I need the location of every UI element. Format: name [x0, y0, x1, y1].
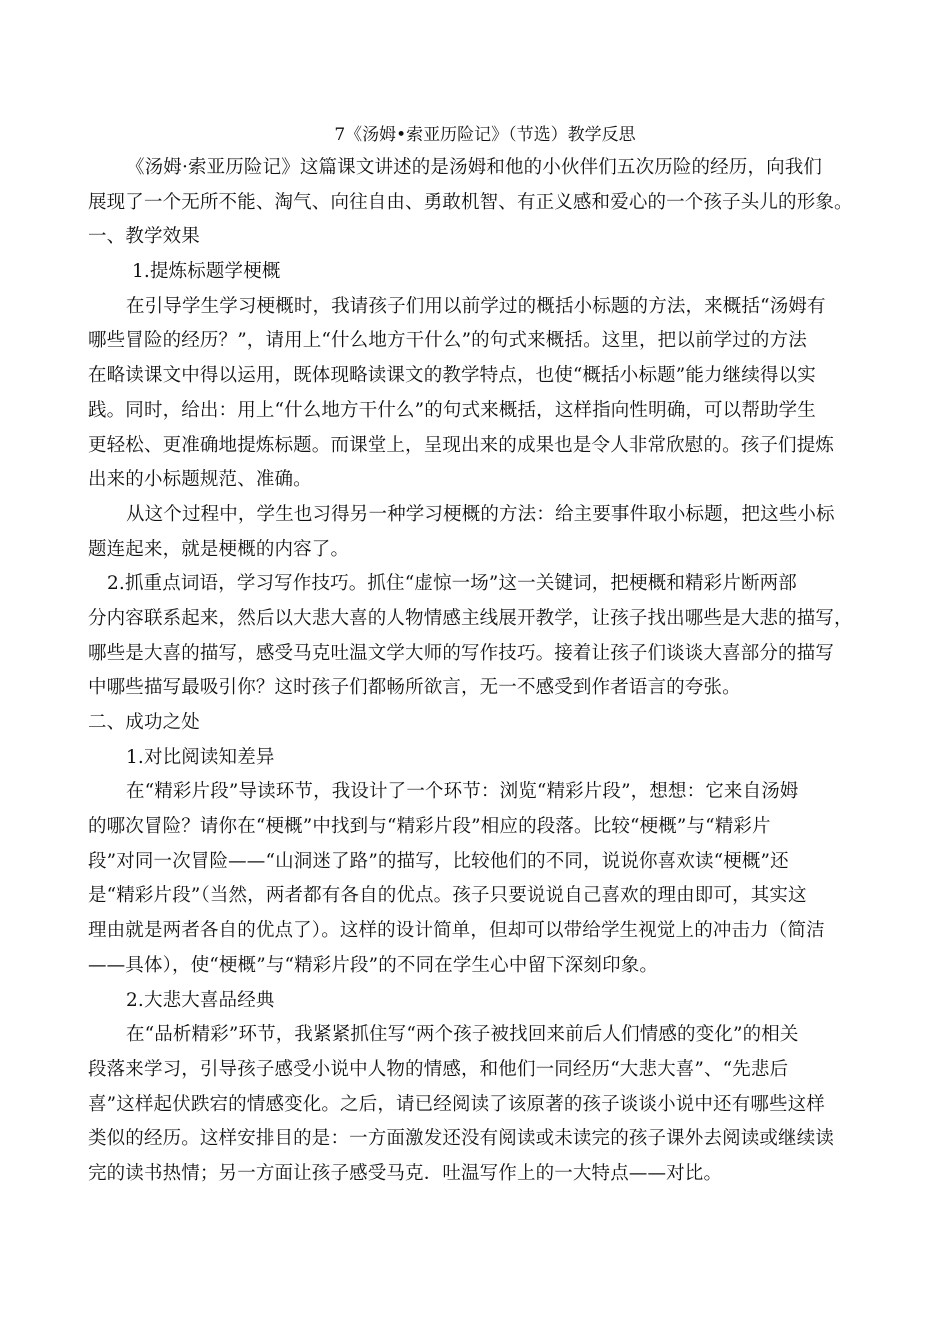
text-line: 2.大悲大喜品经典 — [126, 989, 275, 1011]
text-line: 在略读课文中得以运用，既体现略读课文的教学特点，也使“概括小标题”能力继续得以实 — [88, 365, 816, 387]
text-line: 一、教学效果 — [88, 226, 200, 248]
text-line: 《汤姆·索亚历险记》这篇课文讲述的是汤姆和他的小伙伴们五次历险的经历，向我们 — [126, 157, 823, 178]
text-line: 类似的经历。这样安排目的是：一方面激发还没有阅读或未读完的孩子课外去阅读或继续读 — [88, 1128, 835, 1150]
text-line: 1.对比阅读知差异 — [126, 746, 275, 768]
text-line: 哪些是大喜的描写，感受马克吐温文学大师的写作技巧。接着让孩子们谈谈大喜部分的描写 — [88, 642, 835, 664]
text-line: 1.提炼标题学梗概 — [132, 261, 281, 283]
text-line: 二、成功之处 — [88, 712, 200, 733]
text-line: 段落来学习，引导孩子感受小说中人物的情感，和他们一同经历“大悲大喜”、“先悲后 — [88, 1058, 789, 1080]
text-line: 题连起来，就是梗概的内容了。 — [88, 538, 350, 560]
text-line: 哪些冒险的经历？”，请用上“什么地方干什么”的句式来概括。这里，把以前学过的方法 — [88, 330, 807, 352]
text-line: 段”对同一次冒险——“山洞迷了路”的描写，比较他们的不同，说说你喜欢读“梗概”还 — [88, 850, 789, 872]
text-line: 是“精彩片段”（当然，两者都有各自的优点。孩子只要说说自己喜欢的理由即可，其实这 — [88, 885, 807, 907]
text-line: 的哪次冒险？请你在“梗概”中找到与“精彩片段”相应的段落。比较“梗概”与“精彩片 — [88, 816, 771, 838]
document-title: 7《汤姆•索亚历险记》（节选）教学反思 — [334, 125, 636, 145]
text-line: 在“品析精彩”环节，我紧紧抓住写“两个孩子被找回来前后人们情感的变化”的相关 — [126, 1024, 799, 1046]
text-line: 在“精彩片段”导读环节，我设计了一个环节：浏览“精彩片段”，想想：它来自汤姆 — [126, 781, 799, 803]
text-line: 完的读书热情；另一方面让孩子感受马克．吐温写作上的一大特点——对比。 — [88, 1162, 723, 1184]
text-line: 喜”这样起伏跌宕的情感变化。之后，请已经阅读了该原著的孩子谈谈小说中还有哪些这样 — [88, 1093, 825, 1115]
text-line: 践。同时，给出：用上“什么地方干什么”的句式来概括，这样指向性明确，可以帮助学生 — [88, 399, 816, 421]
text-line: ——具体），使“梗概”与“精彩片段”的不同在学生心中留下深刻印象。 — [88, 954, 659, 976]
text-line: 出来的小标题规范、准确。 — [88, 469, 312, 491]
text-line: 更轻松、更准确地提炼标题。而课堂上，呈现出来的成果也是令人非常欣慰的。孩子们提炼 — [88, 434, 835, 456]
text-line: 中哪些描写最吸引你？这时孩子们都畅所欲言，无一不感受到作者语言的夸张。 — [88, 677, 741, 699]
text-line: 2.抓重点词语，学习写作技巧。抓住“虚惊一场”这一关键词，把梗概和精彩片断两部 — [107, 573, 797, 595]
text-line: 在引导学生学习梗概时，我请孩子们用以前学过的概括小标题的方法，来概括“汤姆有 — [126, 295, 826, 317]
text-line: 展现了一个无所不能、淘气、向往自由、勇敢机智、有正义感和爱心的一个孩子头儿的形象。 — [88, 191, 853, 213]
text-line: 从这个过程中，学生也习得另一种学习梗概的方法：给主要事件取小标题，把这些小标 — [126, 503, 835, 525]
text-line: 理由就是两者各自的优点了）。这样的设计简单，但却可以带给学生视觉上的冲击力（简洁 — [88, 920, 825, 942]
document-body — [88, 151, 878, 1192]
text-line: 分内容联系起来，然后以大悲大喜的人物情感主线展开教学，让孩子找出哪些是大悲的描写， — [88, 607, 853, 629]
